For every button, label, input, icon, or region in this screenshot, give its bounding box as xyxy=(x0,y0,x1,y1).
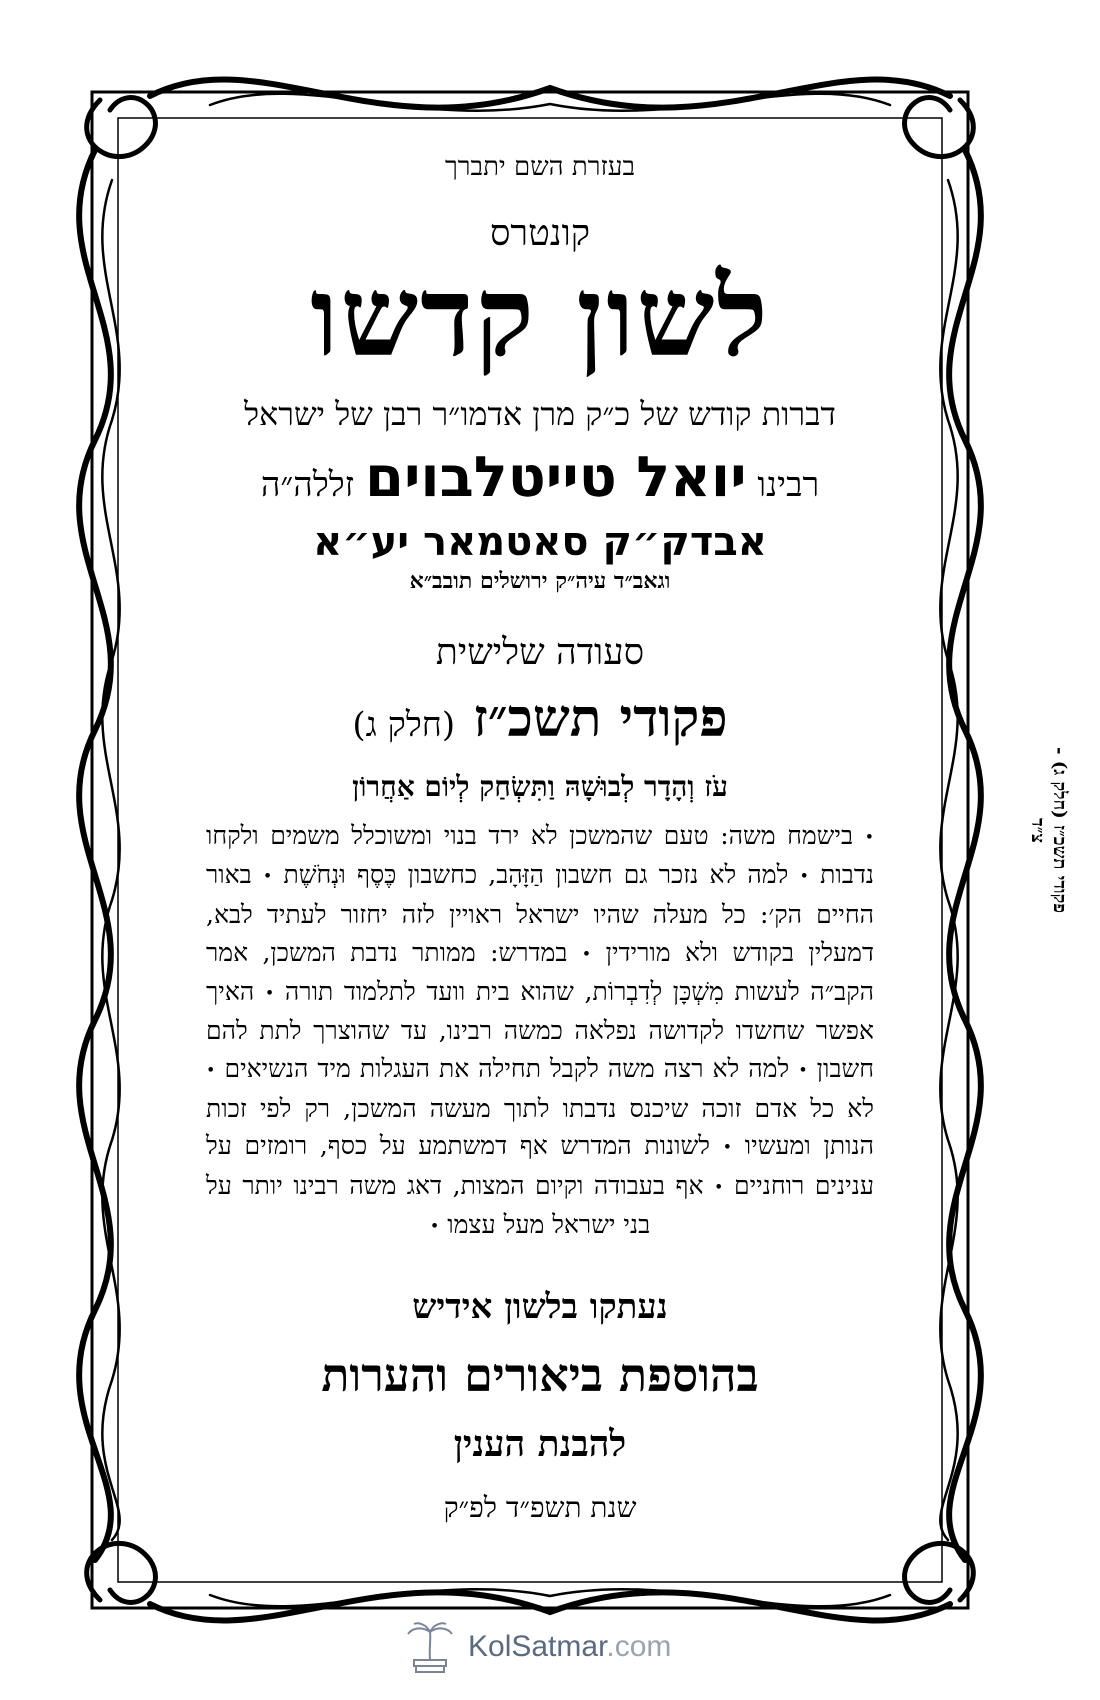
bullet: • xyxy=(722,1137,733,1157)
publication-year: שנת תשפ״ד לפ״ק xyxy=(443,1490,637,1524)
session-label: סעודה שלישית xyxy=(435,632,645,673)
logo-name: KolSatmar xyxy=(468,1630,607,1663)
kuntres-label: קונטרס xyxy=(489,213,591,254)
title-page-content xyxy=(190,150,890,1526)
blessing-line: בעזרת השם יתברך xyxy=(445,152,635,182)
palm-tree-books-icon xyxy=(400,1618,460,1678)
author-suffix: זללה״ה xyxy=(260,465,355,505)
booklet-title: לשון קדשו xyxy=(310,252,770,381)
bullet: • xyxy=(581,944,592,964)
author-name-line xyxy=(190,445,890,515)
topic-item: במדרש: ממותר נדבת המשכן, אמר הקב״ה לעשות מִשְׁכָּן לְדִבְרוֹת, שהוא בית וועד לתלמוד תורה xyxy=(206,937,874,1006)
topic-item: למה לא רצה משה לקבל תחילה את העגלות מיד הנשיאים xyxy=(224,1054,790,1084)
topic-item: אף בעבודה וקיום המצות, דאג משה רבינו יותר על בני ישראל מעל עצמו xyxy=(206,1170,704,1240)
parsha-title xyxy=(190,689,890,755)
bullet: • xyxy=(429,1216,440,1236)
topic-item: באור החיים הק׳: כל מעלה שהיו ישראל ראויין לזה יחזור לעתיד לבא, דמעלין בקודש ולא מורידין xyxy=(206,860,874,967)
kolsatmar-logo-link[interactable] xyxy=(400,1618,700,1678)
topic-item: למה לא נזכר גם חשבון הַזָּהָב, כחשבון כֶּסֶף וּנְחֹשֶׁת xyxy=(283,860,789,890)
bullet: • xyxy=(799,866,809,886)
parsha-name: פקודי תשכ״ז xyxy=(473,688,728,749)
additions-note: בהוספת ביאורים והערות xyxy=(321,1347,759,1402)
topics-paragraph xyxy=(206,817,874,1246)
bullet: • xyxy=(264,983,275,1003)
side-page-label: פקודי תשכ״ז (חלק ג) - צ״ד xyxy=(1027,747,1070,913)
topic-item: לא כל אדם זוכה שיכנס נדבתו לתוך מעשה המשכן, רק לפי זכות הנותן ומעשיו xyxy=(206,1093,874,1161)
bullet: • xyxy=(864,827,874,847)
topic-item: לשונות המדרש אף דמשתמע על כסף, רומזים על ענינים רוחניים xyxy=(206,1131,874,1200)
bullet: • xyxy=(206,1060,216,1080)
logo-domain: .com xyxy=(606,1630,672,1663)
bullet: • xyxy=(262,866,273,886)
author-name: יואל טייטלבוים xyxy=(364,445,747,510)
author-title-jerusalem: וגאב״ד עיה״ק ירושלים תובב״א xyxy=(409,568,671,594)
topic-item: בישמח משה: טעם שהמשכן לא ירד בנוי ומשוכלל משמים ולקחו נדבות xyxy=(206,821,874,890)
author-description: דברות קודש של כ״ק מרן אדמו״ר רבן של ישראל xyxy=(244,395,836,433)
translation-note: נעתקו בלשון אידיש xyxy=(412,1286,668,1327)
bullet: • xyxy=(798,1060,808,1080)
verse-line: עֹז וְהָדָר לְבוּשָׁהּ וַתִּשְׂחַק לְיוֹם אַחֲרוֹן xyxy=(352,770,728,803)
logo-text xyxy=(468,1630,671,1664)
topic-item: האיך אפשר שחשדו לקדושה נפלאה כמשה רבינו, עד שהוצרך לתת להם חשבון xyxy=(206,976,874,1084)
bullet: • xyxy=(714,1177,724,1197)
understanding-note: להבנת הענין xyxy=(453,1422,627,1465)
author-prefix: רבינו xyxy=(757,465,820,505)
parsha-part: (חלק ג) xyxy=(352,705,456,745)
author-title-satmar: אבדק״ק סאטמאר יע״א xyxy=(313,519,767,565)
